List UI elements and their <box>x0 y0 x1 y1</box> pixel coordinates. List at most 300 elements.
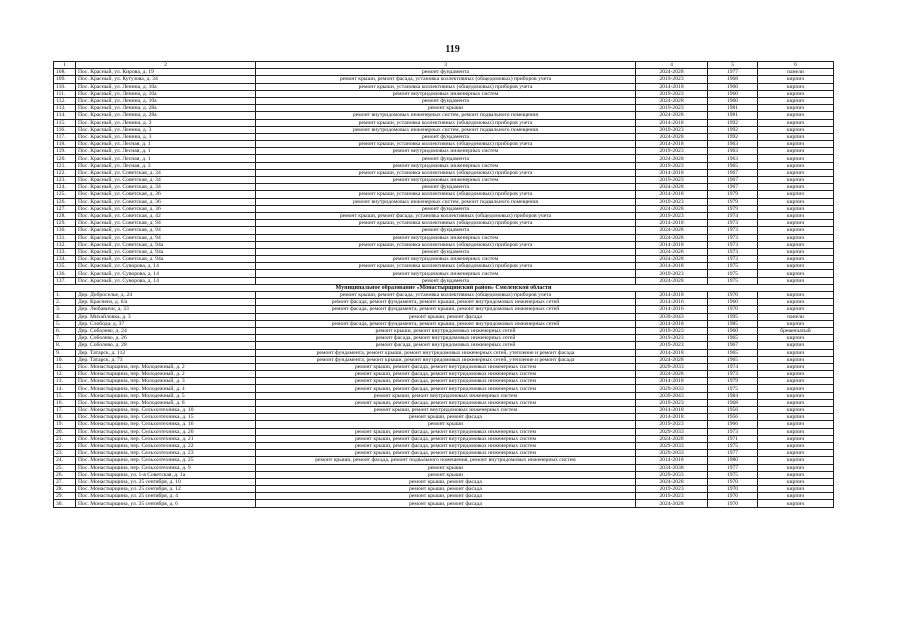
build-year: 1968 <box>708 76 758 83</box>
house-address: Дер. Слобода, д. 37 <box>76 320 256 327</box>
repair-period: 2024-2028 <box>636 478 708 485</box>
house-address: Пос. Красный, ул. Суворова, д. 14 <box>76 277 256 284</box>
wall-material: кирпич <box>758 241 834 248</box>
build-year: 1975 <box>708 270 758 277</box>
repair-period: 2014-2018 <box>636 407 708 414</box>
repair-period: 2014-2018 <box>636 320 708 327</box>
house-address: Пос. Красный, ул. Советская, д. 94 <box>76 220 256 227</box>
house-address: Пос. Монастырщина, ул. 25 сентября, д. 10 <box>76 478 256 485</box>
house-address: Дер. Татарск, д. 112 <box>76 349 256 356</box>
repair-period: 2034-2038 <box>636 464 708 471</box>
repair-period: 2019-2023 <box>636 327 708 334</box>
wall-material: кирпич <box>758 392 834 399</box>
repair-works: ремонт фундамента, ремонт крыши, ремонт внутридомовых инженерных сетей, утепление и ремонт фасада <box>256 349 636 356</box>
repair-works: ремонт крыши, ремонт фасада, ремонт внутридомовых инженерных систем <box>256 378 636 385</box>
house-address: Дер. Соболево, д. 26 <box>76 335 256 342</box>
house-address: Пос. Монастырщина, пер. Молодежный, д. 5 <box>76 392 256 399</box>
repair-period: 2024-2028 <box>636 133 708 140</box>
repair-works: ремонт крыши, ремонт фасада, ремонт внутридомовых инженерных систем <box>256 385 636 392</box>
row-number: 121. <box>54 162 76 169</box>
table-row <box>54 385 834 392</box>
row-number: 17. <box>54 407 76 414</box>
wall-material: кирпич <box>758 162 834 169</box>
house-address: Дер. Доброселье, д. 24 <box>76 292 256 299</box>
house-address: Пос. Красный, ул. Советская, д. 34 <box>76 169 256 176</box>
table-row <box>54 500 834 507</box>
build-year: 1973 <box>708 227 758 234</box>
repair-period: 2019-2023 <box>636 105 708 112</box>
build-year: 1960 <box>708 90 758 97</box>
wall-material: кирпич <box>758 306 834 313</box>
repair-period: 2024-2028 <box>636 205 708 212</box>
repair-period: 2039-2043 <box>636 392 708 399</box>
row-number: 22. <box>54 442 76 449</box>
build-year: 1968 <box>708 399 758 406</box>
house-address: Пос. Красный, ул. Ленина, д. 28а <box>76 105 256 112</box>
table-row <box>54 119 834 126</box>
house-address: Пос. Монастырщина, ул. 1-я Советская, д. 1а <box>76 471 256 478</box>
house-address: Пос. Красный, ул. Лесная, д. 1 <box>76 141 256 148</box>
repair-works: ремонт внутридомовых инженерных систем <box>256 148 636 155</box>
row-number: 28. <box>54 486 76 493</box>
repair-period: 2019-2023 <box>636 486 708 493</box>
house-address: Дер. Краснеиз, д. 6/а <box>76 299 256 306</box>
column-number: 6 <box>758 62 834 69</box>
repair-period: 2014-2018 <box>636 378 708 385</box>
wall-material: кирпич <box>758 234 834 241</box>
wall-material: кирпич <box>758 155 834 162</box>
repair-period: 2024-2028 <box>636 256 708 263</box>
table-row <box>54 464 834 471</box>
repair-works: ремонт крыши, ремонт фасада, ремонт внутридомовых инженерных систем <box>256 428 636 435</box>
house-address: Пос. Монастырщина, пер. Сельхозтехника, д. 16 <box>76 421 256 428</box>
wall-material: кирпич <box>758 500 834 507</box>
repair-works: ремонт крыши, ремонт фасада, ремонт внутридомовых инженерных систем <box>256 435 636 442</box>
repair-period: 2029-2033 <box>636 450 708 457</box>
repair-period: 2024-2028 <box>636 277 708 284</box>
repair-period: 2024-2028 <box>636 112 708 119</box>
repair-works: ремонт фундамента <box>256 97 636 104</box>
repair-works: ремонт крыши, ремонт фасада, установка коллективных (общедомовых) приборов учета <box>256 292 636 299</box>
repair-period: 2014-2018 <box>636 414 708 421</box>
repair-works: ремонт крыши, ремонт фасада <box>256 493 636 500</box>
build-year: 1967 <box>708 177 758 184</box>
repair-works: ремонт фундамента <box>256 205 636 212</box>
column-number: 4 <box>636 62 708 69</box>
repair-works: ремонт крыши, ремонт фасада <box>256 313 636 320</box>
build-year: 1970 <box>708 478 758 485</box>
repair-period: 2014-2018 <box>636 457 708 464</box>
repair-period: 2024-2028 <box>636 97 708 104</box>
repair-works: ремонт крыши <box>256 421 636 428</box>
build-year: 1973 <box>708 428 758 435</box>
build-year: 1979 <box>708 378 758 385</box>
wall-material: кирпич <box>758 435 834 442</box>
page-number: 119 <box>445 44 460 55</box>
wall-material: кирпич <box>758 112 834 119</box>
row-number: 27. <box>54 478 76 485</box>
house-address: Пос. Красный, ул. Советская, д. 94 <box>76 234 256 241</box>
row-number: 118. <box>54 141 76 148</box>
house-address: Пос. Монастырщина, пер. Молодежный, д. 3 <box>76 378 256 385</box>
table-row <box>54 335 834 342</box>
build-year: 1970 <box>708 292 758 299</box>
repair-period: 2014-2018 <box>636 349 708 356</box>
repair-period: 2029-2033 <box>636 363 708 370</box>
house-address: Пос. Монастырщина, ул. 25 сентября, д. 12 <box>76 486 256 493</box>
table-row <box>54 227 834 234</box>
wall-material: кирпич <box>758 90 834 97</box>
wall-material: кирпич <box>758 212 834 219</box>
repair-period: 2014-2018 <box>636 292 708 299</box>
house-address: Пос. Монастырщина, пер. Сельхозтехника, д. 22 <box>76 442 256 449</box>
build-year: 1981 <box>708 112 758 119</box>
repair-period: 2019-2023 <box>636 126 708 133</box>
repair-period: 2024-2028 <box>636 227 708 234</box>
column-number: 3 <box>256 62 636 69</box>
wall-material: кирпич <box>758 414 834 421</box>
repair-works: ремонт крыши, установка коллективных (общедомовых) приборов учета <box>256 241 636 248</box>
build-year: 1977 <box>708 69 758 76</box>
repair-works: ремонт фундамента <box>256 69 636 76</box>
repair-period: 2024-2028 <box>636 184 708 191</box>
repair-period: 2024-2028 <box>636 435 708 442</box>
wall-material: кирпич <box>758 457 834 464</box>
table-row <box>54 349 834 356</box>
table-row <box>54 141 834 148</box>
row-number: 120. <box>54 155 76 162</box>
wall-material: бревенчатый <box>758 327 834 334</box>
house-address: Пос. Красный, ул. Ленина, д. 10а <box>76 90 256 97</box>
build-year: 1973 <box>708 256 758 263</box>
row-number: 109. <box>54 76 76 83</box>
repair-works: ремонт крыши, ремонт фасада <box>256 500 636 507</box>
wall-material: кирпич <box>758 371 834 378</box>
column-number: 5 <box>708 62 758 69</box>
row-number: 3. <box>54 306 76 313</box>
row-number: 16. <box>54 399 76 406</box>
house-address: Пос. Красный, ул. Суворова, д. 14 <box>76 263 256 270</box>
row-number: 128. <box>54 212 76 219</box>
repair-period: 2014-2018 <box>636 169 708 176</box>
repair-period: 2019-2023 <box>636 421 708 428</box>
row-number: 124. <box>54 184 76 191</box>
row-number: 18. <box>54 414 76 421</box>
house-address: Пос. Красный, ул. Советская, д. 36 <box>76 198 256 205</box>
wall-material: кирпич <box>758 356 834 363</box>
wall-material: кирпич <box>758 428 834 435</box>
build-year: 1977 <box>708 450 758 457</box>
build-year: 1956 <box>708 407 758 414</box>
repair-works: ремонт фундамента <box>256 277 636 284</box>
house-address: Пос. Монастырщина, пер. Молодежный, д. 2 <box>76 363 256 370</box>
house-address: Пос. Монастырщина, пер. Сельхозтехника, д. 9 <box>76 464 256 471</box>
table-row <box>54 313 834 320</box>
row-number: 11. <box>54 363 76 370</box>
repair-works: ремонт крыши, ремонт фасада, ремонт внутридомовых инженерных систем <box>256 450 636 457</box>
repair-period: 2019-2023 <box>636 76 708 83</box>
table-row <box>54 478 834 485</box>
row-number: 126. <box>54 198 76 205</box>
house-address: Пос. Монастырщина, пер. Сельхозтехника, д. 10 <box>76 407 256 414</box>
repair-period: 2014-2018 <box>636 191 708 198</box>
repair-period: 2014-2016 <box>636 299 708 306</box>
house-address: Дер. Михайловка, д. 3 <box>76 313 256 320</box>
house-address: Пос. Красный, ул. Ленина, д. 3 <box>76 126 256 133</box>
table-row <box>54 220 834 227</box>
table-row <box>54 320 834 327</box>
build-year: 1963 <box>708 148 758 155</box>
table-row <box>54 493 834 500</box>
repair-works: ремонт фундамента <box>256 227 636 234</box>
house-address: Пос. Красный, ул. Ленина, д. 10а <box>76 97 256 104</box>
row-number: 123. <box>54 177 76 184</box>
repair-works: ремонт крыши, ремонт фасада, ремонт подвального помещения, ремонт внутридомовых инженерных систем <box>256 457 636 464</box>
row-number: 122. <box>54 169 76 176</box>
house-address: Пос. Монастырщина, пер. Сельхозтехника, д. 23 <box>76 450 256 457</box>
build-year: 1973 <box>708 234 758 241</box>
repair-period: 2014-2018 <box>636 263 708 270</box>
wall-material: кирпич <box>758 256 834 263</box>
row-number: 134. <box>54 256 76 263</box>
build-year: 1970 <box>708 493 758 500</box>
table-row <box>54 105 834 112</box>
table-row <box>54 299 834 306</box>
wall-material: кирпич <box>758 97 834 104</box>
row-number: 132. <box>54 241 76 248</box>
table-row <box>54 414 834 421</box>
repair-period: 2019-2023 <box>636 399 708 406</box>
house-address: Пос. Красный, ул. Советская, д. 94а <box>76 248 256 255</box>
repair-works: ремонт внутридомовых инженерных систем <box>256 270 636 277</box>
wall-material: кирпич <box>758 141 834 148</box>
repair-period: 2024-2028 <box>636 248 708 255</box>
table-row <box>54 83 834 90</box>
row-number: 10. <box>54 356 76 363</box>
repair-works: ремонт внутридомовых инженерных систем <box>256 234 636 241</box>
house-address: Пос. Красный, ул. Советская, д. 36 <box>76 205 256 212</box>
table-row <box>54 169 834 176</box>
repair-works: ремонт фундамента <box>256 133 636 140</box>
row-number: 125. <box>54 191 76 198</box>
repair-works: ремонт крыши, ремонт фасада <box>256 414 636 421</box>
table-row <box>54 133 834 140</box>
build-year: 1992 <box>708 133 758 140</box>
repair-works: ремонт крыши, ремонт внутридомовых инженерных сетей <box>256 327 636 334</box>
wall-material: кирпич <box>758 493 834 500</box>
house-address: Пос. Красный, ул. Советская, д. 34 <box>76 184 256 191</box>
table-row <box>54 407 834 414</box>
table-row <box>54 184 834 191</box>
repair-period: 2019-2023 <box>636 335 708 342</box>
row-number: 135. <box>54 263 76 270</box>
repair-period: 2024-2028 <box>636 356 708 363</box>
repair-works: ремонт фасада, ремонт внутридомовых инженерных сетей <box>256 335 636 342</box>
house-address: Пос. Красный, ул. Ленина, д. 3 <box>76 133 256 140</box>
repair-works: ремонт крыши, установка коллективных (общедомовых) приборов учета <box>256 119 636 126</box>
build-year: 1981 <box>708 105 758 112</box>
build-year: 1973 <box>708 241 758 248</box>
repair-period: 2014-2018 <box>636 119 708 126</box>
wall-material: кирпич <box>758 399 834 406</box>
repair-period: 2029-2033 <box>636 471 708 478</box>
wall-material: кирпич <box>758 299 834 306</box>
repair-works: ремонт внутридомовых инженерных систем, ремонт подвального помещения <box>256 112 636 119</box>
row-number: 110. <box>54 83 76 90</box>
build-year: 1985 <box>708 320 758 327</box>
wall-material: кирпич <box>758 184 834 191</box>
wall-material: кирпич <box>758 205 834 212</box>
column-number-row <box>54 62 834 69</box>
house-address: Пос. Красный, ул. Ленина, д. 3 <box>76 119 256 126</box>
repair-period: 2014-2018 <box>636 220 708 227</box>
wall-material: кирпич <box>758 198 834 205</box>
wall-material: кирпич <box>758 133 834 140</box>
wall-material: кирпич <box>758 191 834 198</box>
wall-material: кирпич <box>758 177 834 184</box>
row-number: 29. <box>54 493 76 500</box>
repair-works: ремонт крыши, ремонт фасада, ремонт внутридомовых инженерных систем <box>256 363 636 370</box>
row-number: 116. <box>54 126 76 133</box>
repair-works: ремонт внутридомовых инженерных систем, ремонт подвального помещения <box>256 198 636 205</box>
table-row <box>54 177 834 184</box>
repair-period: 2019-2023 <box>636 162 708 169</box>
repair-works: ремонт крыши <box>256 105 636 112</box>
row-number: 111. <box>54 90 76 97</box>
repair-works: ремонт внутридомовых инженерных систем <box>256 256 636 263</box>
build-year: 1960 <box>708 327 758 334</box>
wall-material: кирпич <box>758 363 834 370</box>
repair-works: ремонт крыши, ремонт фасада <box>256 486 636 493</box>
table-row <box>54 112 834 119</box>
build-year: 1966 <box>708 421 758 428</box>
table-row <box>54 256 834 263</box>
wall-material: панели <box>758 313 834 320</box>
table-row <box>54 76 834 83</box>
row-number: 30. <box>54 500 76 507</box>
repair-works: ремонт крыши, установка коллективных (общедомовых) приборов учета <box>256 169 636 176</box>
build-year: 1977 <box>708 464 758 471</box>
table-row <box>54 421 834 428</box>
table-row <box>54 292 834 299</box>
house-address: Дер. Соболево, д. 28 <box>76 342 256 349</box>
house-address: Пос. Монастырщина, пер. Сельхозтехника, д. 15 <box>76 414 256 421</box>
repair-period: 2024-2028 <box>636 234 708 241</box>
repair-works: ремонт внутридомовых инженерных систем <box>256 177 636 184</box>
section-title: Муниципальное образование «Монастырщинский район» Смоленской области <box>54 284 834 291</box>
wall-material: кирпич <box>758 421 834 428</box>
table-row <box>54 435 834 442</box>
repair-period: 2019-2023 <box>636 148 708 155</box>
table-row <box>54 342 834 349</box>
house-address: Дер. Татарск, д. 73 <box>76 356 256 363</box>
build-year: 1971 <box>708 435 758 442</box>
house-address: Пос. Монастырщина, ул. 25 сентября, д. 6 <box>76 500 256 507</box>
house-address: Пос. Красный, ул. Лесная, д. 1 <box>76 155 256 162</box>
wall-material: панели <box>758 69 834 76</box>
repair-works: ремонт фундамента <box>256 184 636 191</box>
build-year: 1965 <box>708 162 758 169</box>
build-year: 1992 <box>708 126 758 133</box>
table-row <box>54 371 834 378</box>
row-number: 12. <box>54 371 76 378</box>
build-year: 1970 <box>708 500 758 507</box>
repair-period: 2019-2023 <box>636 90 708 97</box>
build-year: 1973 <box>708 248 758 255</box>
repair-works: ремонт крыши, ремонт внутридомовых инженерных систем <box>256 392 636 399</box>
table-row <box>54 471 834 478</box>
build-year: 1967 <box>708 184 758 191</box>
repair-works: ремонт крыши, ремонт фасада, ремонт внутридомовых инженерных систем <box>256 442 636 449</box>
row-number: 113. <box>54 105 76 112</box>
row-number: 108. <box>54 69 76 76</box>
build-year: 1967 <box>708 342 758 349</box>
build-year: 1973 <box>708 371 758 378</box>
repair-period: 2029-2033 <box>636 385 708 392</box>
house-address: Пос. Красный, ул. Ленина, д. 10а <box>76 83 256 90</box>
table-row <box>54 162 834 169</box>
wall-material: кирпич <box>758 385 834 392</box>
wall-material: кирпич <box>758 148 834 155</box>
repair-works: ремонт крыши, установка коллективных (общедомовых) приборов учета <box>256 191 636 198</box>
table-row <box>54 263 834 270</box>
repair-works: ремонт крыши, установка коллективных (общедомовых) приборов учета <box>256 83 636 90</box>
wall-material: кирпич <box>758 486 834 493</box>
repair-period: 2014-2016 <box>636 306 708 313</box>
house-address: Пос. Красный, ул. Кутузова, д. 34 <box>76 76 256 83</box>
house-address: Пос. Красный, ул. Ленина, д. 28а <box>76 112 256 119</box>
row-number: 23. <box>54 450 76 457</box>
table-row <box>54 234 834 241</box>
build-year: 1965 <box>708 356 758 363</box>
row-number: 136. <box>54 270 76 277</box>
table-row <box>54 378 834 385</box>
build-year: 1970 <box>708 486 758 493</box>
wall-material: кирпич <box>758 478 834 485</box>
wall-material: кирпич <box>758 169 834 176</box>
repair-works: ремонт фундамента <box>256 248 636 255</box>
table-row <box>54 392 834 399</box>
repair-period: 2019-2023 <box>636 270 708 277</box>
housing-register-table <box>53 61 834 508</box>
build-year: 1973 <box>708 220 758 227</box>
house-address: Пос. Монастырщина, пер. Молодежный, д. 8 <box>76 399 256 406</box>
house-address: Пос. Монастырщина, пер. Сельхозтехника, д. 25 <box>76 457 256 464</box>
repair-works: ремонт крыши, установка коллективных (общедомовых) приборов учета <box>256 220 636 227</box>
repair-works: ремонт крыши, ремонт фасада, установка коллективных (общедомовых) приборов учета <box>256 212 636 219</box>
repair-works: ремонт крыши, ремонт фасада <box>256 478 636 485</box>
row-number: 21. <box>54 435 76 442</box>
row-number: 131. <box>54 234 76 241</box>
table-row <box>54 363 834 370</box>
wall-material: кирпич <box>758 349 834 356</box>
row-number: 129. <box>54 220 76 227</box>
row-number: 4. <box>54 313 76 320</box>
build-year: 1960 <box>708 83 758 90</box>
table-row <box>54 428 834 435</box>
table-row <box>54 90 834 97</box>
house-address: Пос. Монастырщина, ул. 25 сентября, д. 4 <box>76 493 256 500</box>
repair-works: ремонт внутридомовых инженерных систем, ремонт подвального помещения <box>256 126 636 133</box>
row-number: 2. <box>54 299 76 306</box>
repair-period: 2019-2023 <box>636 342 708 349</box>
repair-period: 2019-2023 <box>636 177 708 184</box>
section-header-row <box>54 284 834 291</box>
wall-material: кирпич <box>758 83 834 90</box>
table-row <box>54 356 834 363</box>
build-year: 1979 <box>708 191 758 198</box>
row-number: 25. <box>54 464 76 471</box>
